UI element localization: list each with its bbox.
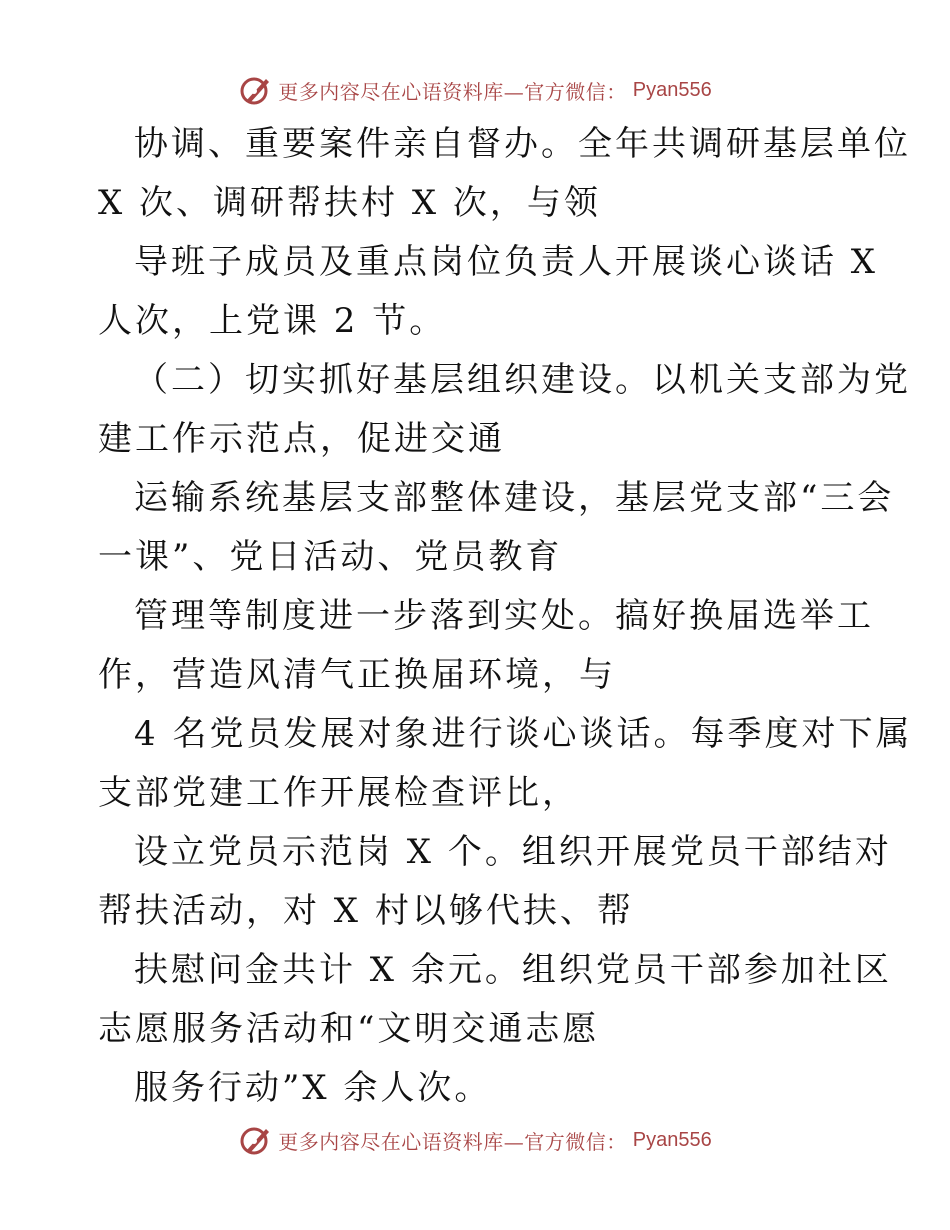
text-line: 运输系统基层支部整体建设，基层党支部“三会 [134, 478, 895, 518]
text-line: 建工作示范点，促进交通 [98, 419, 505, 459]
text-line: 扶慰问金共计 X 余元。组织党员干部参加社区 [134, 950, 892, 990]
header-watermark [0, 70, 950, 110]
text-line: X 次、调研帮扶村 X 次，与领 [98, 183, 601, 223]
text-line: （二）切实抓好基层组织建设。以机关支部为党 [134, 360, 911, 400]
text-line: 服务行动”X 余人次。 [134, 1068, 492, 1108]
watermark-text: 更多内容尽在心语资料库—官方微信： [278, 79, 627, 104]
watermark-text: 更多内容尽在心语资料库—官方微信： [278, 1129, 627, 1154]
text-line: 4 名党员发展对象进行谈心谈话。每季度对下属 [134, 714, 913, 754]
text-line: 导班子成员及重点岗位负责人开展谈心谈话 X [134, 242, 879, 282]
text-line: 设立党员示范岗 X 个。组织开展党员干部结对 [134, 832, 892, 872]
text-line: 人次，上党课 2 节。 [98, 301, 447, 341]
text-line: 协调、重要案件亲自督办。全年共调研基层单位 [134, 124, 911, 164]
text-line: 支部党建工作开展检查评比， [98, 773, 579, 813]
watermark-handle: Pyan556 [632, 1128, 712, 1151]
watermark-handle: Pyan556 [632, 78, 712, 101]
text-line: 帮扶活动，对 X 村以够代扶、帮 [98, 891, 634, 931]
text-line: 志愿服务活动和“文明交通志愿 [98, 1009, 600, 1049]
text-line: 作，营造风清气正换届环境，与 [98, 655, 616, 695]
text-line: 管理等制度进一步落到实处。搞好换届选举工 [134, 596, 874, 636]
quill-seal-icon [238, 73, 272, 107]
quill-seal-icon [238, 1123, 272, 1157]
text-line: 一课”、党日活动、党员教育 [98, 537, 563, 577]
footer-watermark [0, 1120, 950, 1160]
